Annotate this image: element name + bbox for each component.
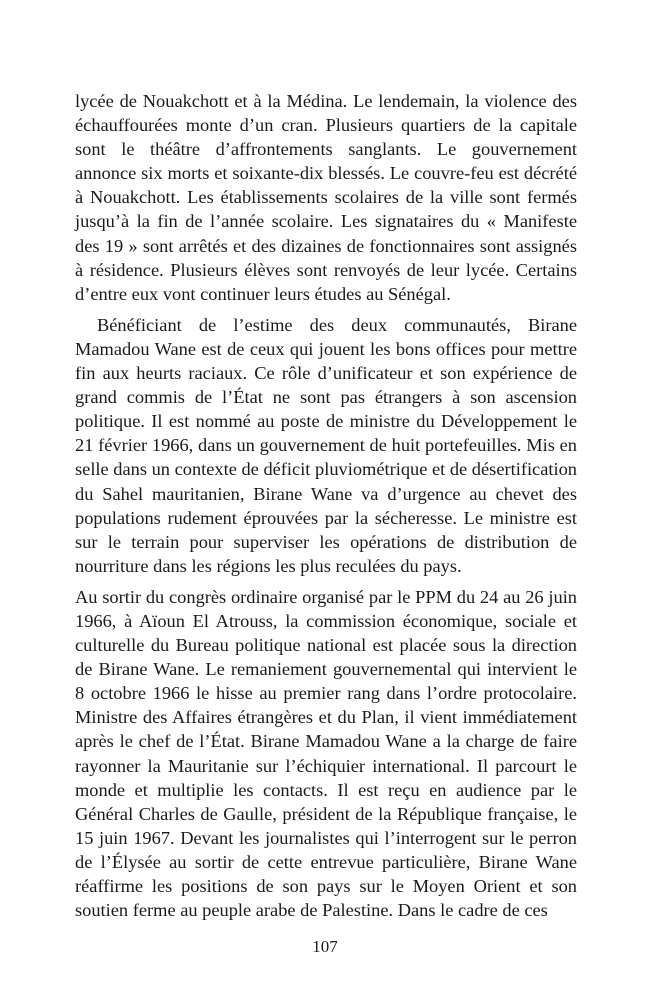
body-text <box>75 89 577 922</box>
paragraph-3: Au sortir du congrès ordinaire organisé par le PPM du 24 au 26 juin 1966, à Aïoun El Atrouss, la commission économique, sociale et culturelle du Bureau politique national est placée sous la direction de Birane Wane. Le remaniement gouvernemental qui intervient le 8 octobre 1966 le hisse au premier rang dans l’ordre protocolaire. Ministre des Affaires étrangères et du Plan, il vient immédiatement après le chef de l’État. Birane Mamadou Wane a la charge de faire rayonner la Mauritanie sur l’échiquier international. Il parcourt le monde et multiplie les contacts. Il est reçu en audience par le Général Charles de Gaulle, président de la République française, le 15 juin 1967. Devant les journalistes qui l’interrogent sur le perron de l’Élysée au sortir de cette entrevue particulière, Birane Wane réaffirme les positions de son pays sur le Moyen Orient et son soutien ferme au peuple arabe de Palestine. Dans le cadre de ces <box>75 586 577 921</box>
paragraph-2: Bénéficiant de l’estime des deux communautés, Birane Mamadou Wane est de ceux qui jouent les bons offices pour mettre fin aux heurts raciaux. Ce rôle d’unificateur et son expérience de grand commis de l’État ne sont pas étrangers à son ascension politique. Il est nommé au poste de ministre du Développement le 21 février 1966, dans un gouvernement de huit portefeuilles. Mis en selle dans un contexte de déficit pluviométrique et de désertification du Sahel mauritanien, Birane Wane va d’urgence au chevet des populations rudement éprouvées par la sécheresse. Le ministre est sur le terrain pour superviser les opérations de distribution de nourriture dans les régions les plus reculées du pays. <box>75 314 577 576</box>
page-number: 107 <box>312 937 338 956</box>
paragraph-1: lycée de Nouakchott et à la Médina. Le lendemain, la violence des échauffourées monte d’un cran. Plusieurs quartiers de la capitale sont le théâtre d’affrontements sanglants. Le gouvernement annonce six morts et soixante-dix blessés. Le couvre-feu est décrété à Nouakchott. Les établissements scolaires de la ville sont fermés jusqu’à la fin de l’année scolaire. Les signataires du « Manifeste des 19 » sont arrêtés et des dizaines de fonctionnaires sont assignés à résidence. Plusieurs élèves sont renvoyés de leur lycée. Certains d’entre eux vont continuer leurs études au Sénégal. <box>75 91 577 304</box>
